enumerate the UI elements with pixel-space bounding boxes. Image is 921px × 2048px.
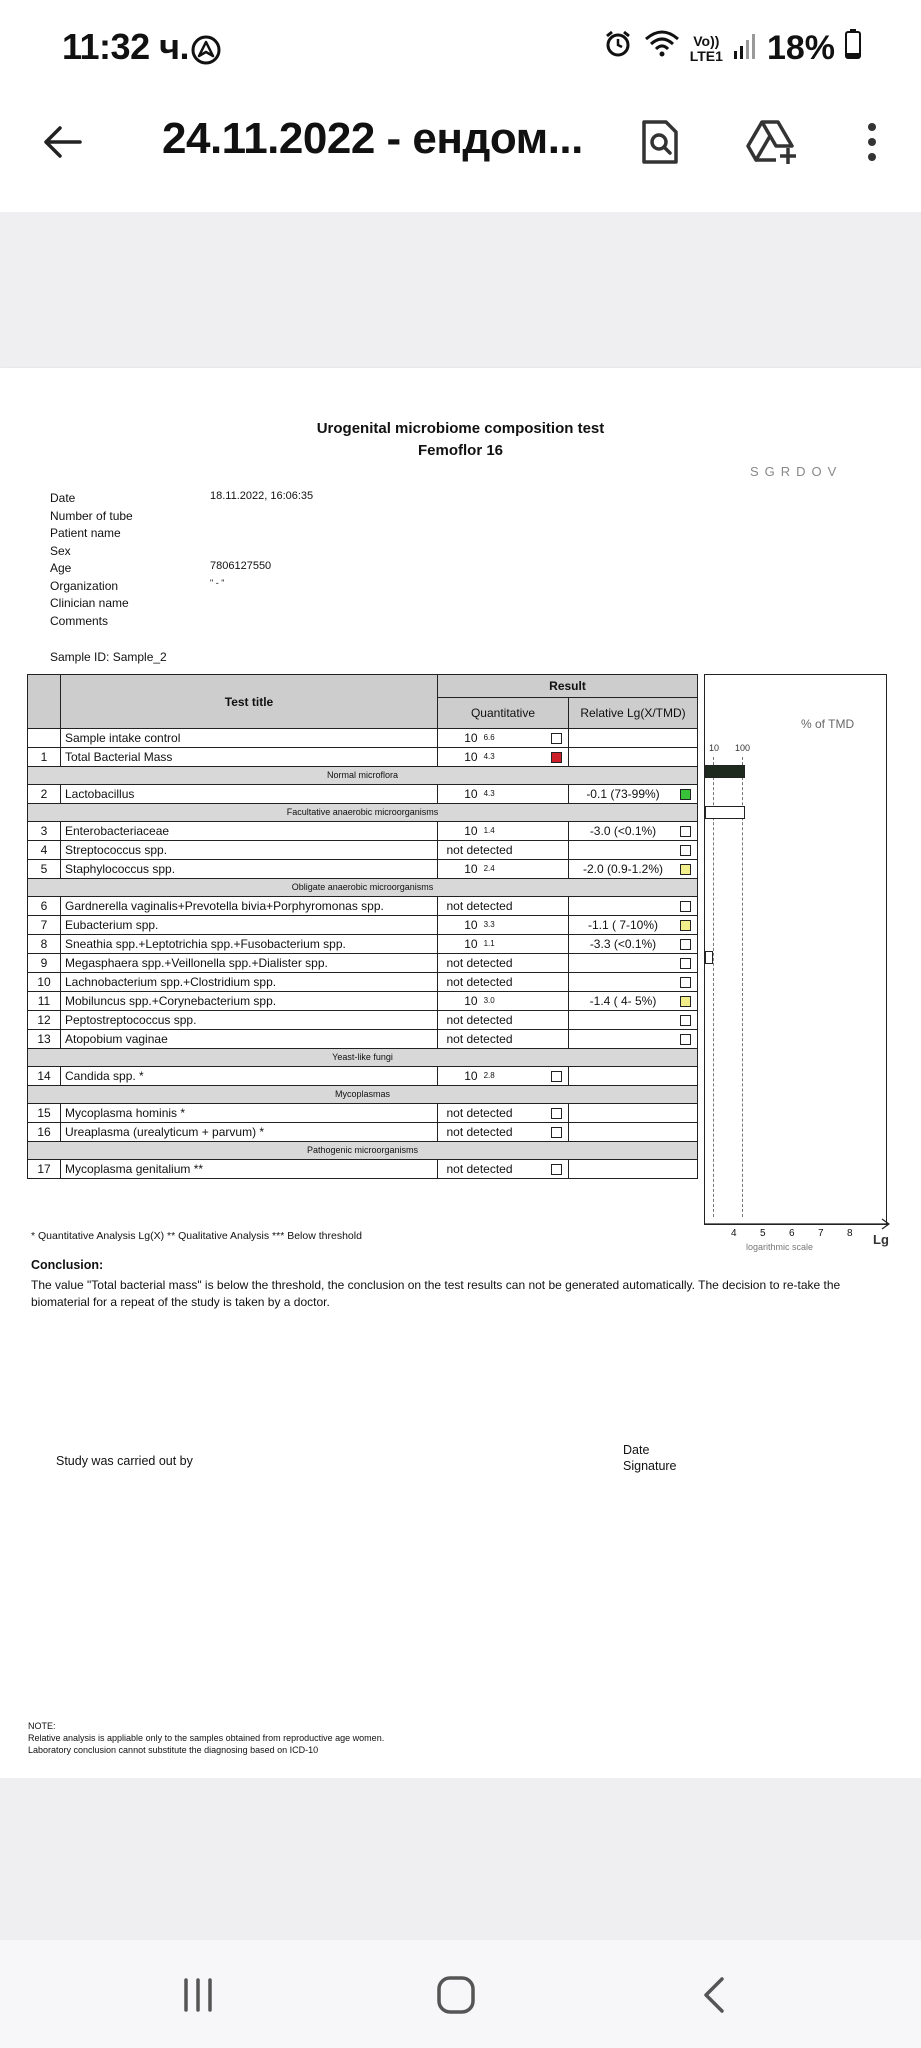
recent-apps-button[interactable] [168, 1970, 228, 2020]
quantitative-base: not detected [446, 1162, 513, 1176]
test-name: Gardnerella vaginalis+Prevotella bivia+Porphyromonas spp. [61, 897, 438, 916]
relative-cell [569, 897, 698, 916]
bar-total-bacterial-mass [705, 765, 745, 778]
x-tick-label: 4 [731, 1228, 737, 1239]
row-number: 2 [28, 785, 61, 804]
group-row [28, 1086, 698, 1104]
quantitative-value [442, 748, 517, 766]
row-number: 7 [28, 916, 61, 935]
table-row [28, 822, 698, 841]
relative-cell [569, 822, 698, 841]
chart-top-label-100: 100 [735, 743, 751, 753]
row-number: 5 [28, 860, 61, 879]
status-indicator [680, 789, 691, 800]
more-vert-icon [867, 122, 877, 162]
test-name: Candida spp. * [61, 1067, 438, 1086]
study-by: Study was carried out by [56, 1454, 193, 1468]
test-name: Mycoplasma genitalium ** [61, 1160, 438, 1179]
relative-cell [569, 785, 698, 804]
quantitative-base: not detected [446, 899, 513, 913]
viewer-background-bottom [0, 1778, 921, 1940]
conclusion-heading: Conclusion: [31, 1258, 104, 1272]
relative-cell [569, 1160, 698, 1179]
test-name: Sample intake control [61, 729, 438, 748]
test-name: Staphylococcus spp. [61, 860, 438, 879]
back-button[interactable] [38, 118, 86, 166]
quantitative-base: 10 [464, 787, 478, 801]
quantitative-base: 10 [464, 1069, 478, 1083]
quantitative-cell [438, 954, 569, 973]
status-indicator [551, 1071, 562, 1082]
age-value: 7806127550 [210, 560, 272, 572]
group-row [28, 879, 698, 897]
relative-cell [569, 1030, 698, 1049]
meta-label: Clinician name [50, 596, 129, 610]
relative-cell [569, 1123, 698, 1142]
quantitative-base: not detected [446, 1013, 513, 1027]
wifi-icon [644, 29, 680, 68]
quantitative-base: not detected [446, 1032, 513, 1046]
quantitative-value [442, 1160, 517, 1178]
group-label: Facultative anaerobic microorganisms [28, 804, 698, 822]
quantitative-cell [438, 935, 569, 954]
organization-value: " - " [210, 578, 225, 588]
row-number: 12 [28, 1011, 61, 1030]
exponent: 4.3 [483, 752, 495, 761]
relative-value: -1.1 ( 7-10%) [587, 918, 659, 932]
quantitative-base: not detected [446, 843, 513, 857]
table-row [28, 1067, 698, 1086]
quantitative-value [442, 785, 517, 803]
group-label: Normal microflora [28, 767, 698, 785]
test-name: Mycoplasma hominis * [61, 1104, 438, 1123]
quantitative-value [442, 973, 517, 991]
home-button[interactable] [426, 1970, 486, 2020]
quantitative-value [442, 992, 517, 1010]
conclusion-text: The value "Total bacterial mass" is below the threshold, the conclusion on the test results can not be generated automatically. The decision to re-take the biomaterial for a repeat of the study is taken by a doctor. [31, 1278, 841, 1309]
exponent: 4.3 [483, 789, 495, 798]
exponent: 2.4 [483, 864, 495, 873]
status-indicator [680, 901, 691, 912]
x-tick-label: 8 [847, 1228, 853, 1239]
date-signature [623, 1442, 677, 1474]
meta-label: Date [50, 491, 76, 505]
row-number: 13 [28, 1030, 61, 1049]
row-number: 16 [28, 1123, 61, 1142]
note [28, 1720, 384, 1756]
relative-cell [569, 748, 698, 767]
status-indicator [680, 958, 691, 969]
quantitative-cell [438, 822, 569, 841]
x-axis-caption: logarithmic scale [746, 1242, 814, 1252]
report-title: Urogenital microbiome composition test [316, 420, 605, 437]
quantitative-cell [438, 897, 569, 916]
date-label: Date [623, 1443, 650, 1457]
footnote: * Quantitative Analysis Lg(X) ** Qualitative Analysis *** Below threshold [31, 1230, 362, 1242]
group-row [28, 1142, 698, 1160]
status-indicator [680, 864, 691, 875]
home-icon [436, 1975, 476, 2015]
test-name: Eubacterium spp. [61, 916, 438, 935]
group-row [28, 767, 698, 785]
x-tick-label: 5 [760, 1228, 766, 1239]
add-to-drive-button[interactable] [742, 112, 802, 172]
signal-icon [733, 29, 757, 68]
quantitative-value [442, 860, 517, 878]
test-name: Streptococcus spp. [61, 841, 438, 860]
table-row [28, 1030, 698, 1049]
bar-lactobacillus [705, 806, 745, 819]
quantitative-cell [438, 1011, 569, 1030]
signature-label: Signature [623, 1459, 677, 1473]
status-indicator [680, 1015, 691, 1026]
quantitative-value [442, 822, 517, 840]
quantitative-cell [438, 916, 569, 935]
quantitative-value [442, 897, 517, 915]
relative-cell [569, 841, 698, 860]
quantitative-cell [438, 1123, 569, 1142]
relative-value: -3.3 (<0.1%) [589, 937, 657, 951]
exponent: 1.4 [483, 826, 495, 835]
relative-value: -2.0 (0.9-1.2%) [582, 862, 664, 876]
test-name: Enterobacteriaceae [61, 822, 438, 841]
quantitative-cell [438, 992, 569, 1011]
relative-cell [569, 954, 698, 973]
more-options-button[interactable] [842, 112, 902, 172]
quantitative-value [442, 916, 517, 934]
group-row [28, 1049, 698, 1067]
status-indicator [680, 826, 691, 837]
status-indicator [680, 977, 691, 988]
chart-title: % of TMD [801, 717, 855, 731]
pdf-page[interactable] [0, 368, 921, 1778]
note-line: NOTE: [28, 1721, 56, 1731]
quantitative-cell [438, 1104, 569, 1123]
row-number: 8 [28, 935, 61, 954]
gridline-10 [713, 757, 714, 1217]
relative-cell [569, 916, 698, 935]
group-row [28, 804, 698, 822]
quantitative-header: Quantitative [438, 698, 569, 729]
status-indicator [680, 939, 691, 950]
result-header: Result [438, 675, 698, 698]
search-document-icon [640, 118, 680, 166]
bar-eubacterium [705, 951, 713, 964]
relative-header: Relative Lg(X/TMD) [569, 698, 698, 729]
table-row [28, 729, 698, 748]
quantitative-base: 10 [464, 731, 478, 745]
group-label: Mycoplasmas [28, 1086, 698, 1104]
status-indicator [680, 845, 691, 856]
table-row [28, 897, 698, 916]
group-label: Obligate anaerobic microorganisms [28, 879, 698, 897]
note-line: Relative analysis is appliable only to the samples obtained from reproductive age women. [28, 1733, 385, 1743]
group-label: Pathogenic microorganisms [28, 1142, 698, 1160]
table-row [28, 1123, 698, 1142]
quantitative-value [442, 1067, 517, 1085]
table-row [28, 1011, 698, 1030]
relative-value: -0.1 (73-99%) [586, 787, 660, 801]
quantitative-value [442, 1123, 517, 1141]
battery-icon [845, 29, 861, 68]
meta-label: Patient name [50, 526, 121, 540]
test-title-header: Test title [61, 675, 438, 729]
table-row [28, 992, 698, 1011]
volte-indicator: Vo)) LTE1 [689, 32, 723, 64]
quantitative-value [442, 954, 517, 972]
quantitative-base: not detected [446, 1106, 513, 1120]
quantitative-value [442, 841, 517, 859]
test-name: Sneathia spp.+Leptotrichia spp.+Fusobacterium spp. [61, 935, 438, 954]
table-row [28, 1160, 698, 1179]
chart-top-label-10: 10 [709, 743, 720, 753]
relative-cell [569, 973, 698, 992]
status-indicator [551, 733, 562, 744]
test-name: Lachnobacterium spp.+Clostridium spp. [61, 973, 438, 992]
test-name: Ureaplasma (urealyticum + parvum) * [61, 1123, 438, 1142]
quantitative-base: 10 [464, 937, 478, 951]
status-indicator [551, 1108, 562, 1119]
relative-cell [569, 992, 698, 1011]
row-number: 14 [28, 1067, 61, 1086]
row-number: 4 [28, 841, 61, 860]
status-bar [0, 0, 921, 100]
find-in-document-button[interactable] [630, 112, 690, 172]
status-indicator [551, 1127, 562, 1138]
quantitative-value [442, 1104, 517, 1122]
row-number: 1 [28, 748, 61, 767]
recents-icon [180, 1977, 216, 2013]
table-row [28, 841, 698, 860]
document-title: 24.11.2022 - ендом... [162, 114, 583, 163]
quantitative-cell [438, 973, 569, 992]
quantitative-cell [438, 729, 569, 748]
patient-meta-labels [50, 490, 133, 630]
row-number: 6 [28, 897, 61, 916]
gridline-100 [742, 757, 743, 1217]
results-table [27, 674, 698, 1179]
quantitative-cell [438, 1067, 569, 1086]
app-bar [0, 100, 921, 212]
exponent: 3.3 [483, 920, 495, 929]
quantitative-base: 10 [464, 862, 478, 876]
relative-value: -3.0 (<0.1%) [589, 824, 657, 838]
quantitative-base: 10 [464, 824, 478, 838]
quantitative-value [442, 935, 517, 953]
viewer-background [0, 212, 921, 368]
table-row [28, 860, 698, 879]
nav-back-button[interactable] [684, 1970, 744, 2020]
x-tick-label: 6 [789, 1228, 795, 1239]
quantitative-value [442, 1030, 517, 1048]
table-row [28, 973, 698, 992]
quantitative-cell [438, 1160, 569, 1179]
arrow-left-icon [42, 125, 82, 159]
system-nav-bar [0, 1940, 921, 2048]
quantitative-value [442, 729, 517, 747]
row-number [28, 729, 61, 748]
exponent: 6.6 [483, 733, 495, 742]
quantitative-cell [438, 1030, 569, 1049]
test-name: Megasphaera spp.+Veillonella spp.+Dialister spp. [61, 954, 438, 973]
quantitative-base: not detected [446, 956, 513, 970]
quantitative-cell [438, 860, 569, 879]
report-subtitle: Femoflor 16 [417, 442, 504, 459]
quantitative-base: not detected [446, 1125, 513, 1139]
meta-label: Organization [50, 578, 119, 593]
x-axis-label: Lg [873, 1232, 889, 1247]
test-name: Peptostreptococcus spp. [61, 1011, 438, 1030]
sample-id: Sample ID: Sample_2 [50, 650, 167, 664]
battery-percent: 18% [766, 29, 835, 67]
quantitative-base: not detected [446, 975, 513, 989]
exponent: 2.8 [483, 1071, 495, 1080]
table-row [28, 954, 698, 973]
date-value: 18.11.2022, 16:06:35 [210, 490, 314, 502]
test-name: Atopobium vaginae [61, 1030, 438, 1049]
relative-cell [569, 729, 698, 748]
relative-cell [569, 860, 698, 879]
relative-cell [569, 1067, 698, 1086]
quantitative-cell [438, 785, 569, 804]
quantitative-base: 10 [464, 994, 478, 1008]
lab-logo: SGRDOV [750, 464, 843, 479]
drive-add-icon [746, 120, 798, 164]
navigation-icon [190, 34, 222, 66]
status-indicator [551, 1164, 562, 1175]
test-name: Total Bacterial Mass [61, 748, 438, 767]
group-label: Yeast-like fungi [28, 1049, 698, 1067]
relative-value: -1.4 ( 4- 5%) [589, 994, 657, 1008]
table-row [28, 1104, 698, 1123]
num-header [28, 675, 61, 729]
quantitative-base: 10 [464, 918, 478, 932]
relative-cell [569, 1011, 698, 1030]
status-indicator [680, 1034, 691, 1045]
alarm-icon [602, 28, 634, 69]
table-row [28, 748, 698, 767]
table-row [28, 935, 698, 954]
status-indicator [680, 920, 691, 931]
clock: 11:32 ч. [62, 26, 189, 67]
meta-label: Number of tube [50, 508, 133, 523]
note-line: Laboratory conclusion cannot substitute the diagnosing based on ICD-10 [28, 1745, 319, 1755]
meta-label: Comments [50, 613, 109, 628]
relative-cell [569, 1104, 698, 1123]
test-name: Mobiluncus spp.+Corynebacterium spp. [61, 992, 438, 1011]
row-number: 11 [28, 992, 61, 1011]
meta-label: Age [50, 561, 72, 575]
quantitative-cell [438, 841, 569, 860]
row-number: 10 [28, 973, 61, 992]
row-number: 15 [28, 1104, 61, 1123]
quantitative-cell [438, 748, 569, 767]
exponent: 1.1 [483, 939, 495, 948]
row-number: 9 [28, 954, 61, 973]
row-number: 17 [28, 1160, 61, 1179]
tmd-chart [704, 674, 887, 1225]
table-row [28, 916, 698, 935]
quantitative-value [442, 1011, 517, 1029]
status-indicator [680, 996, 691, 1007]
table-row [28, 785, 698, 804]
x-tick-label: 7 [818, 1228, 824, 1239]
chevron-left-icon [702, 1976, 726, 2014]
meta-label: Sex [50, 543, 71, 558]
relative-cell [569, 935, 698, 954]
status-icons [602, 28, 861, 69]
test-name: Lactobacillus [61, 785, 438, 804]
exponent: 3.0 [483, 996, 495, 1005]
quantitative-base: 10 [464, 750, 478, 764]
row-number: 3 [28, 822, 61, 841]
status-indicator [551, 752, 562, 763]
